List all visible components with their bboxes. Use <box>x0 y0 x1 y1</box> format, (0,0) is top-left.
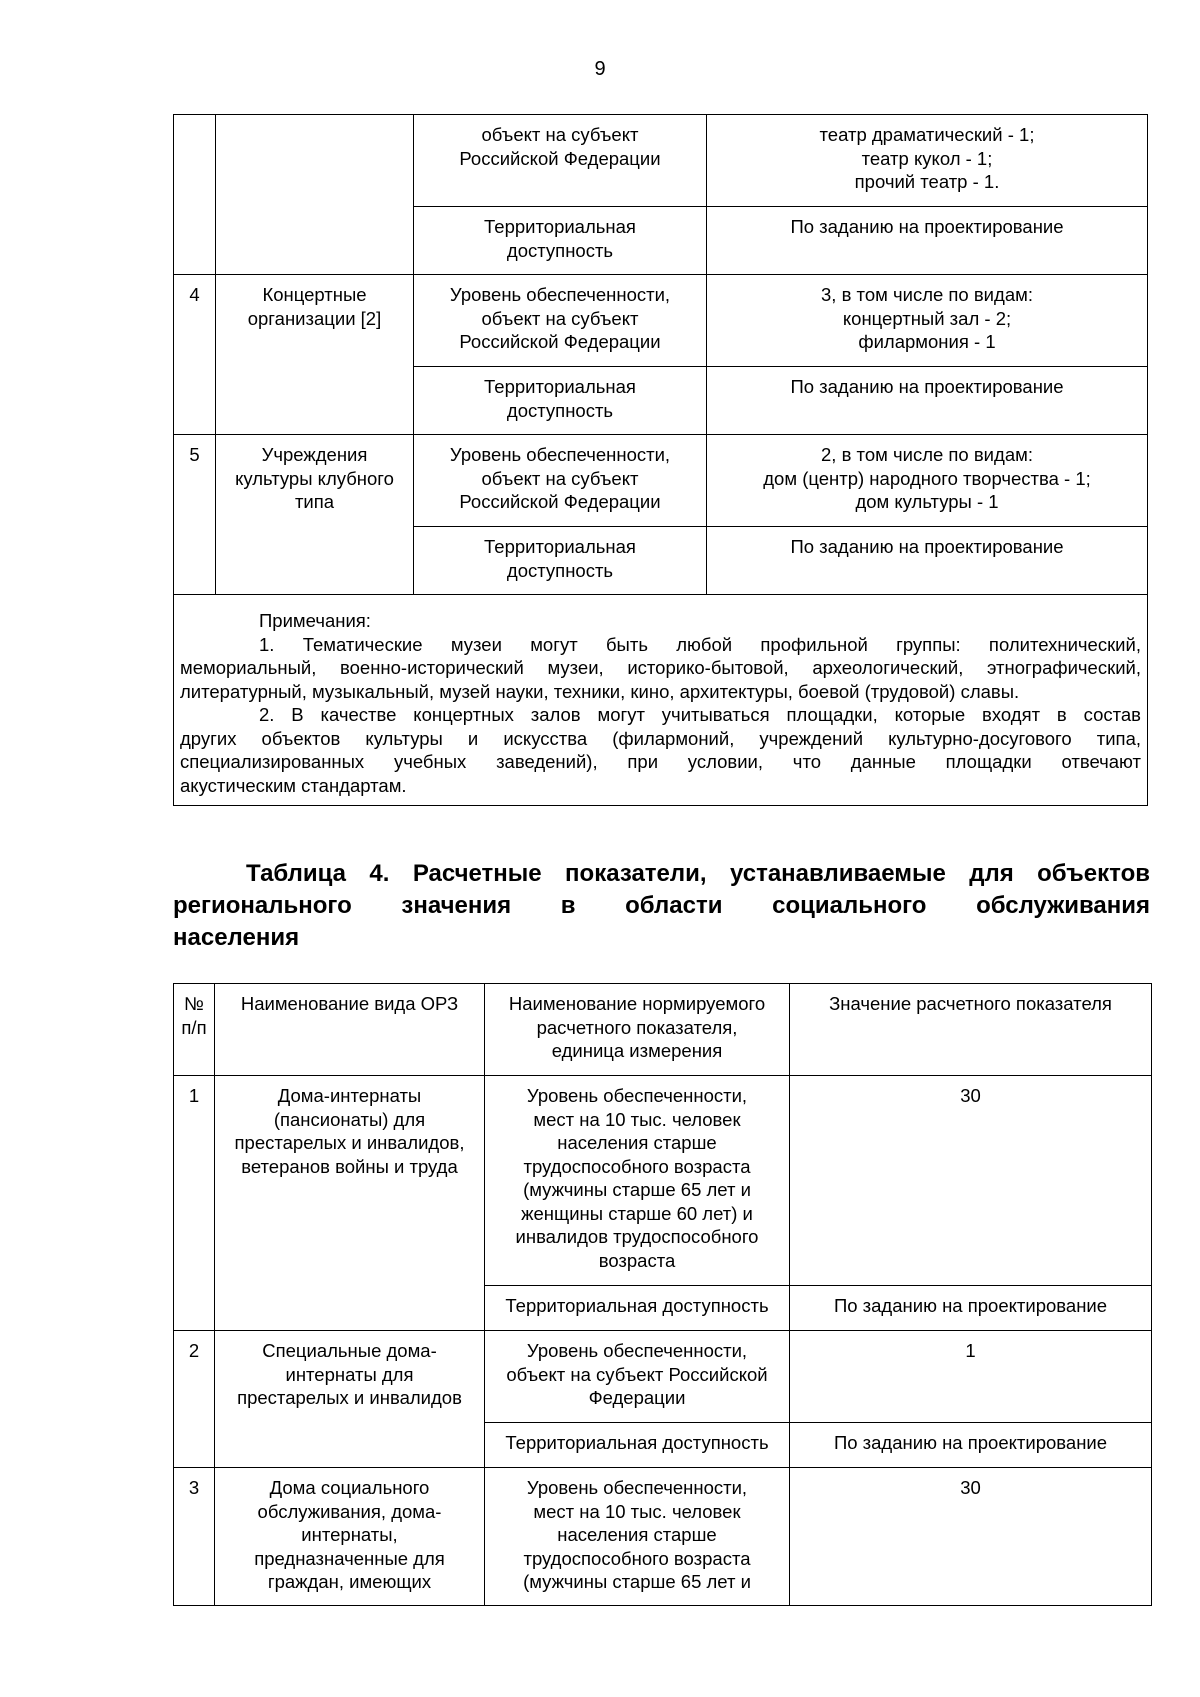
indicator-name-line: мест на 10 тыс. человек <box>533 1108 741 1130</box>
note-line: акустическим стандартам. <box>180 774 407 796</box>
indicator-name <box>414 527 707 595</box>
object-type-name-line: предназначенные для <box>254 1547 445 1569</box>
notes-title: Примечания: <box>259 610 371 631</box>
indicator-value <box>790 1468 1152 1606</box>
row-number: 5 <box>174 435 216 595</box>
table4-title-line: регионального значения в области социального обслуживания <box>173 892 1150 919</box>
indicator-name-line: трудоспособного возраста <box>523 1155 751 1177</box>
indicator-name-line: женщины старше 60 лет) и <box>521 1202 753 1224</box>
indicator-name-line: Российской Федерации <box>459 491 661 512</box>
object-type-name <box>216 435 414 595</box>
indicator-name-line: Территориальная доступность <box>505 1295 769 1316</box>
object-type-name-line: граждан, имеющих <box>267 1571 432 1592</box>
indicator-value <box>707 207 1148 275</box>
table-row <box>174 1076 1152 1286</box>
note-line: 2. В качестве концертных залов могут учитываться площадки, которые входят в состав <box>259 704 1141 725</box>
table-row <box>174 1331 1152 1423</box>
indicator-name-line: Уровень обеспеченности, <box>526 1340 748 1361</box>
object-type-name-line: престарелых и инвалидов, <box>234 1132 465 1153</box>
indicator-value-line: дом культуры - 1 <box>855 491 999 512</box>
indicator-name-line: возраста <box>598 1249 676 1271</box>
indicator-name <box>414 115 707 207</box>
object-type-name <box>216 115 414 275</box>
indicator-value <box>790 1286 1152 1331</box>
header-name <box>215 984 485 1076</box>
indicator-value-line: филармония - 1 <box>858 331 996 352</box>
indicator-value-line: 30 <box>960 1085 981 1106</box>
header-indicator-line: единица измерения <box>551 1040 723 1061</box>
object-type-name <box>216 275 414 435</box>
header-value-line: Значение расчетного показателя <box>829 993 1112 1014</box>
indicator-name-line: Территориальная <box>484 376 636 397</box>
indicator-name <box>485 1286 790 1331</box>
indicator-value-line: По заданию на проектирование <box>833 1295 1108 1316</box>
indicator-name-line: мест на 10 тыс. человек <box>533 1500 741 1522</box>
note-line: 1. Тематические музеи могут быть любой профильной группы: политехнический, <box>259 633 1141 655</box>
indicator-name <box>414 435 707 527</box>
indicator-value <box>707 527 1148 595</box>
indicator-value-line: театр драматический - 1; <box>819 124 1035 145</box>
table-row <box>174 435 1148 527</box>
header-name-line: Наименование вида ОРЗ <box>240 993 459 1014</box>
indicator-name <box>485 1468 790 1606</box>
header-indicator-line: расчетного показателя, <box>536 1016 738 1038</box>
indicator-name <box>485 1423 790 1468</box>
object-type-name-line: интернаты, <box>301 1524 398 1545</box>
object-type-name-line: культуры клубного <box>235 467 394 489</box>
indicator-name-line: Российской Федерации <box>459 147 661 169</box>
indicator-value-line: По заданию на проектирование <box>790 536 1064 557</box>
note-line: специализированных учебных заведений), при условии, что данные площадки отвечают <box>180 751 1141 772</box>
note-line: мемориальный, военно-исторический музеи, историко-бытовой, археологический, этнографический, <box>180 657 1141 678</box>
object-type-name <box>215 1076 485 1331</box>
object-type-name-line: Специальные дома- <box>262 1340 437 1361</box>
indicator-name-line: Уровень обеспеченности, <box>526 1477 748 1498</box>
header-indicator <box>485 984 790 1076</box>
indicator-name-line: (мужчины старше 65 лет и <box>523 1571 751 1592</box>
object-type-name-line: Дома-интернаты <box>277 1085 422 1106</box>
indicator-value-line: 30 <box>960 1477 981 1498</box>
header-indicator-line: Наименование нормируемого <box>508 993 766 1014</box>
notes-row <box>174 595 1148 806</box>
indicator-value-line: 3, в том числе по видам: <box>821 284 1033 305</box>
indicator-value-line: 2, в том числе по видам: <box>821 444 1033 465</box>
object-type-name-line: интернаты для <box>285 1363 414 1385</box>
header-number-line: п/п <box>181 1016 207 1038</box>
note-line: литературный, музыкальный, музей науки, техники, кино, архитектуры, боевой (трудовой) славы. <box>180 680 1020 702</box>
indicator-name-line: объект на субъект <box>481 467 639 489</box>
indicator-name-line: объект на субъект Российской <box>506 1363 768 1385</box>
indicator-name-line: населения старше <box>557 1524 717 1545</box>
table-header <box>174 984 1152 1076</box>
table-row <box>174 275 1148 367</box>
indicator-name-line: (мужчины старше 65 лет и <box>523 1179 751 1200</box>
indicator-name-line: инвалидов трудоспособного <box>515 1226 759 1247</box>
indicator-name-line: доступность <box>506 399 614 421</box>
object-type-name <box>215 1468 485 1606</box>
indicator-name-line: объект на субъект <box>481 307 639 329</box>
indicator-value <box>707 275 1148 367</box>
object-type-name-line: обслуживания, дома- <box>257 1500 442 1522</box>
notes <box>174 595 1148 806</box>
indicator-name <box>414 207 707 275</box>
indicator-name-line: Федерации <box>588 1387 686 1408</box>
indicator-value-line: По заданию на проектирование <box>790 376 1064 397</box>
table4-title-line: Таблица 4. Расчетные показатели, устанавливаемые для объектов <box>246 860 1150 887</box>
indicator-value <box>707 115 1148 207</box>
indicator-value-line: дом (центр) народного творчества - 1; <box>763 467 1091 489</box>
header-number <box>174 984 215 1076</box>
indicator-name-line: Территориальная <box>484 536 636 557</box>
indicator-value <box>790 1076 1152 1286</box>
object-type-name <box>215 1331 485 1468</box>
object-type-name-line: Дома социального <box>269 1477 430 1498</box>
table-row <box>174 115 1148 207</box>
indicator-name <box>485 1331 790 1423</box>
indicator-value-line: 1 <box>965 1340 976 1361</box>
table4-title <box>173 858 1150 954</box>
indicator-value <box>707 435 1148 527</box>
row-number <box>174 115 216 275</box>
indicator-name-line: трудоспособного возраста <box>523 1547 751 1569</box>
indicator-value-line: прочий театр - 1. <box>854 171 1000 192</box>
indicator-name-line: Территориальная доступность <box>505 1432 769 1453</box>
indicator-name-line: Уровень обеспеченности, <box>449 444 671 465</box>
note-line: других объектов культуры и искусства (филармоний, учреждений культурно-досугового типа, <box>180 727 1141 749</box>
indicator-name-line: населения старше <box>557 1132 717 1153</box>
row-number: 1 <box>174 1076 215 1331</box>
indicator-value <box>707 367 1148 435</box>
indicator-value-line: концертный зал - 2; <box>842 307 1012 329</box>
indicator-value-line: По заданию на проектирование <box>833 1432 1108 1453</box>
object-type-name-line: Учреждения <box>261 444 368 465</box>
indicator-name-line: доступность <box>506 559 614 581</box>
indicator-name-line: Территориальная <box>484 216 636 237</box>
object-type-name-line: (пансионаты) для <box>273 1108 426 1130</box>
indicator-name <box>414 367 707 435</box>
object-type-name-line: Концертные <box>262 284 367 305</box>
indicator-name <box>414 275 707 367</box>
social-service-objects-table <box>173 983 1152 1606</box>
header-value <box>790 984 1152 1076</box>
indicator-name-line: Российской Федерации <box>459 331 661 352</box>
indicator-name <box>485 1076 790 1286</box>
indicator-value <box>790 1423 1152 1468</box>
indicator-name-line: доступность <box>506 239 614 261</box>
object-type-name-line: типа <box>294 491 335 512</box>
object-type-name-line: ветеранов войны и труда <box>241 1155 458 1177</box>
indicator-value-line: театр кукол - 1; <box>861 147 993 169</box>
indicator-name-line: объект на субъект <box>481 124 639 145</box>
row-number: 4 <box>174 275 216 435</box>
table-row <box>174 1468 1152 1606</box>
object-type-name-line: организации [2] <box>247 307 382 329</box>
culture-objects-table <box>173 114 1148 806</box>
row-number: 3 <box>174 1468 215 1606</box>
row-number: 2 <box>174 1331 215 1468</box>
indicator-value-line: По заданию на проектирование <box>790 216 1064 237</box>
header-number-line: № <box>184 993 204 1014</box>
table4-title-line: населения <box>173 924 300 951</box>
indicator-name-line: Уровень обеспеченности, <box>449 284 671 305</box>
object-type-name-line: престарелых и инвалидов <box>237 1387 462 1408</box>
indicator-value <box>790 1331 1152 1423</box>
page-number: 9 <box>594 58 606 80</box>
indicator-name-line: Уровень обеспеченности, <box>526 1085 748 1106</box>
